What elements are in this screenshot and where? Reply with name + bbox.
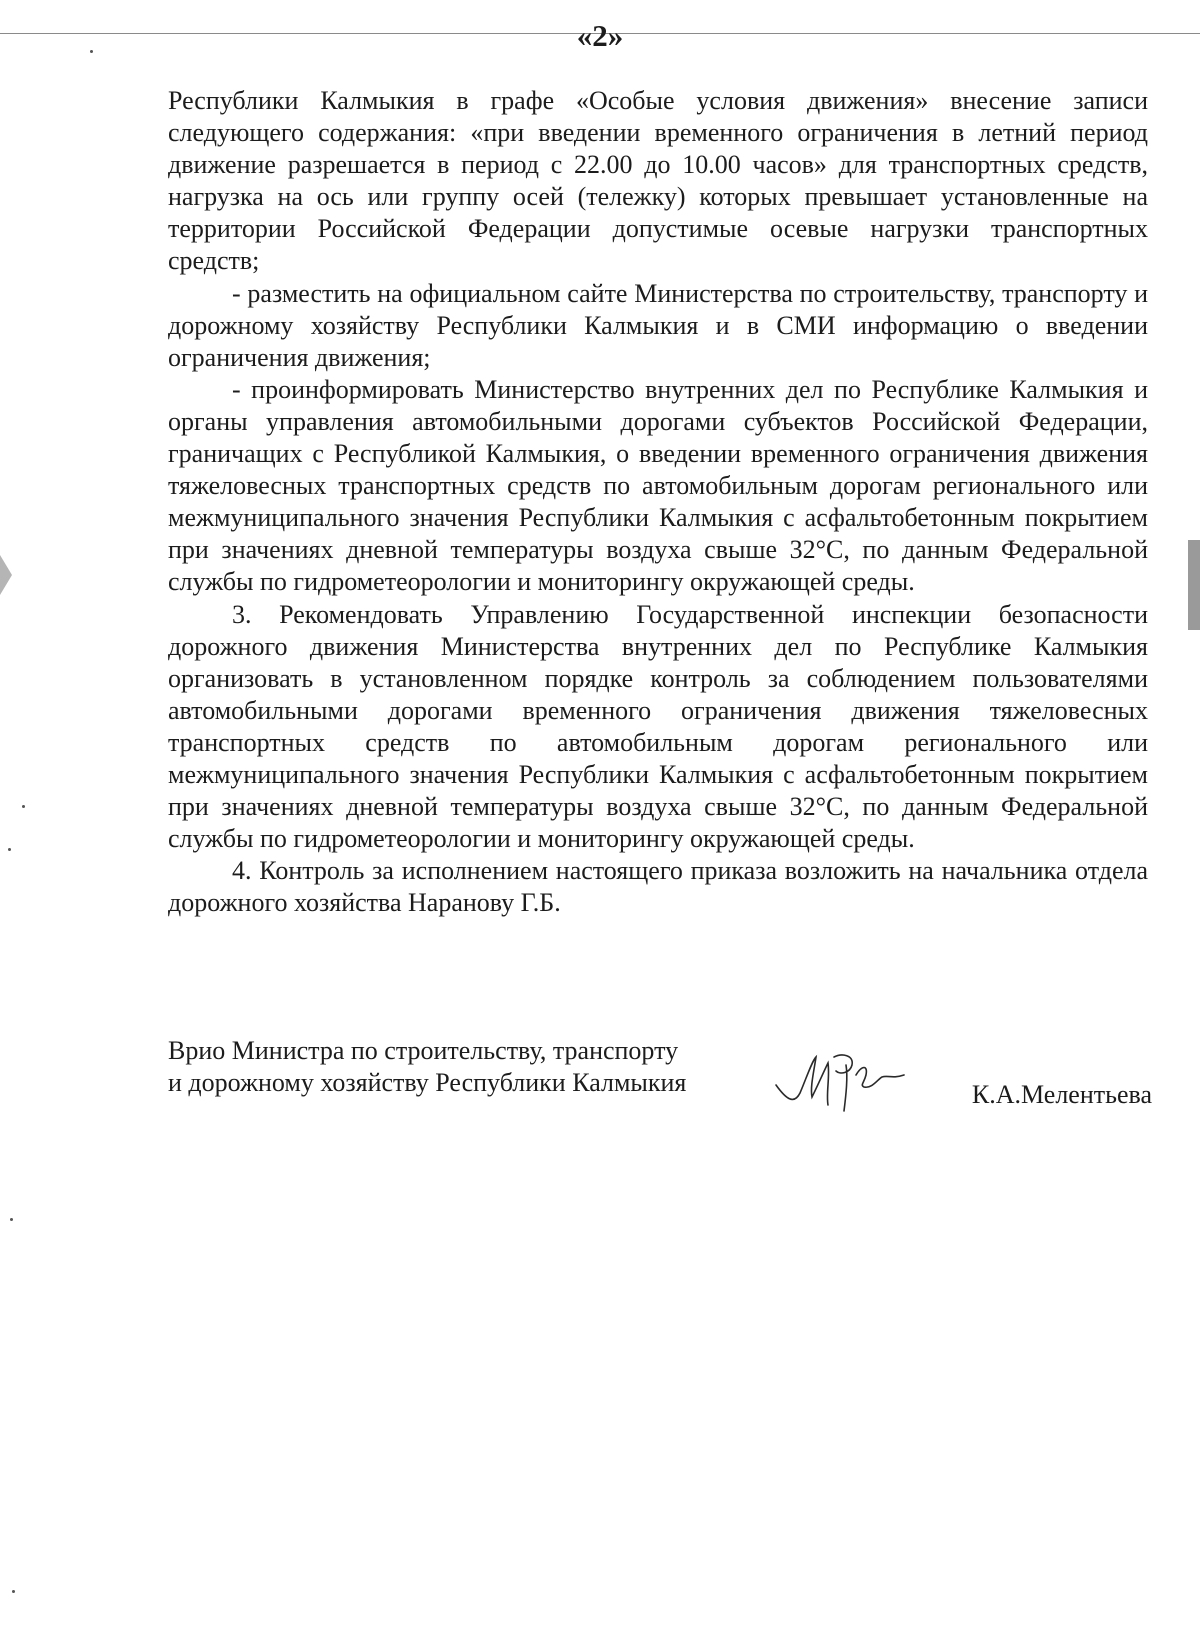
scan-speck	[12, 1590, 15, 1593]
scan-speck	[22, 805, 25, 808]
paragraph-publish-info: - разместить на официальном сайте Министерства по строительству, транспорту и дорожному хозяйству Республики Калмыкия и в СМИ информацию о введении ограничения движения;	[168, 278, 1148, 372]
paragraph-continuation: Республики Калмыкия в графе «Особые условия движения» внесение записи следующего содержания: «при введении временного ограничения в летний период движение разрешается в период с 22.00 до 10.00 часов» для транспортных средств, нагрузка на ось или группу осей (тележку) которых превышает установленные на территории Российской Федерации допустимые осевые нагрузки транспортных средств;	[168, 86, 1148, 276]
scan-speck	[90, 50, 93, 53]
handwritten-signature-icon	[764, 1035, 914, 1115]
signer-title	[168, 1035, 686, 1099]
paragraph-item-3: 3. Рекомендовать Управлению Государственной инспекции безопасности дорожного движения Министерства внутренних дел по Республике Калмыкия организовать в установленном порядке контроль за соблюдением пользователями автомобильными дорогами временного ограничения движения тяжеловесных транспортных средств по автомобильным дорогам регионального или межмуниципального значения Республики Калмыкия с асфальтобетонным покрытием при значениях дневной температуры воздуха свыше 32°С, по данным Федеральной службы по гидрометеорологии и мониторингу окружающей среды.	[168, 599, 1148, 854]
signer-title-line-2: и дорожному хозяйству Республики Калмыкия	[168, 1068, 687, 1097]
scan-edge-mark	[1188, 540, 1200, 630]
document-body	[168, 85, 1148, 919]
paragraph-item-4: 4. Контроль за исполнением настоящего приказа возложить на начальника отдела дорожного хозяйства Наранову Г.Б.	[168, 856, 1148, 918]
paragraph-notify: - проинформировать Министерство внутренних дел по Республике Калмыкия и органы управления автомобильными дорогами субъектов Российской Федерации, граничащих с Республикой Калмыкия, о введении временного ограничения движения тяжеловесных транспортных средств по автомобильным дорогам регионального или межмуниципального значения Республики Калмыкия с асфальтобетонным покрытием при значениях дневной температуры воздуха свыше 32°С, по данным Федеральной службы по гидрометеорологии и мониторингу окружающей среды.	[168, 374, 1148, 597]
scan-speck	[8, 848, 11, 851]
scan-speck	[10, 1218, 13, 1221]
scan-notch-mark	[0, 555, 12, 595]
signature-block	[168, 1035, 1158, 1115]
page-number: «2»	[576, 18, 624, 53]
signer-name: К.А.Мелентьева	[971, 1080, 1152, 1109]
signer-title-line-1: Врио Министра по строительству, транспорту	[168, 1036, 679, 1065]
